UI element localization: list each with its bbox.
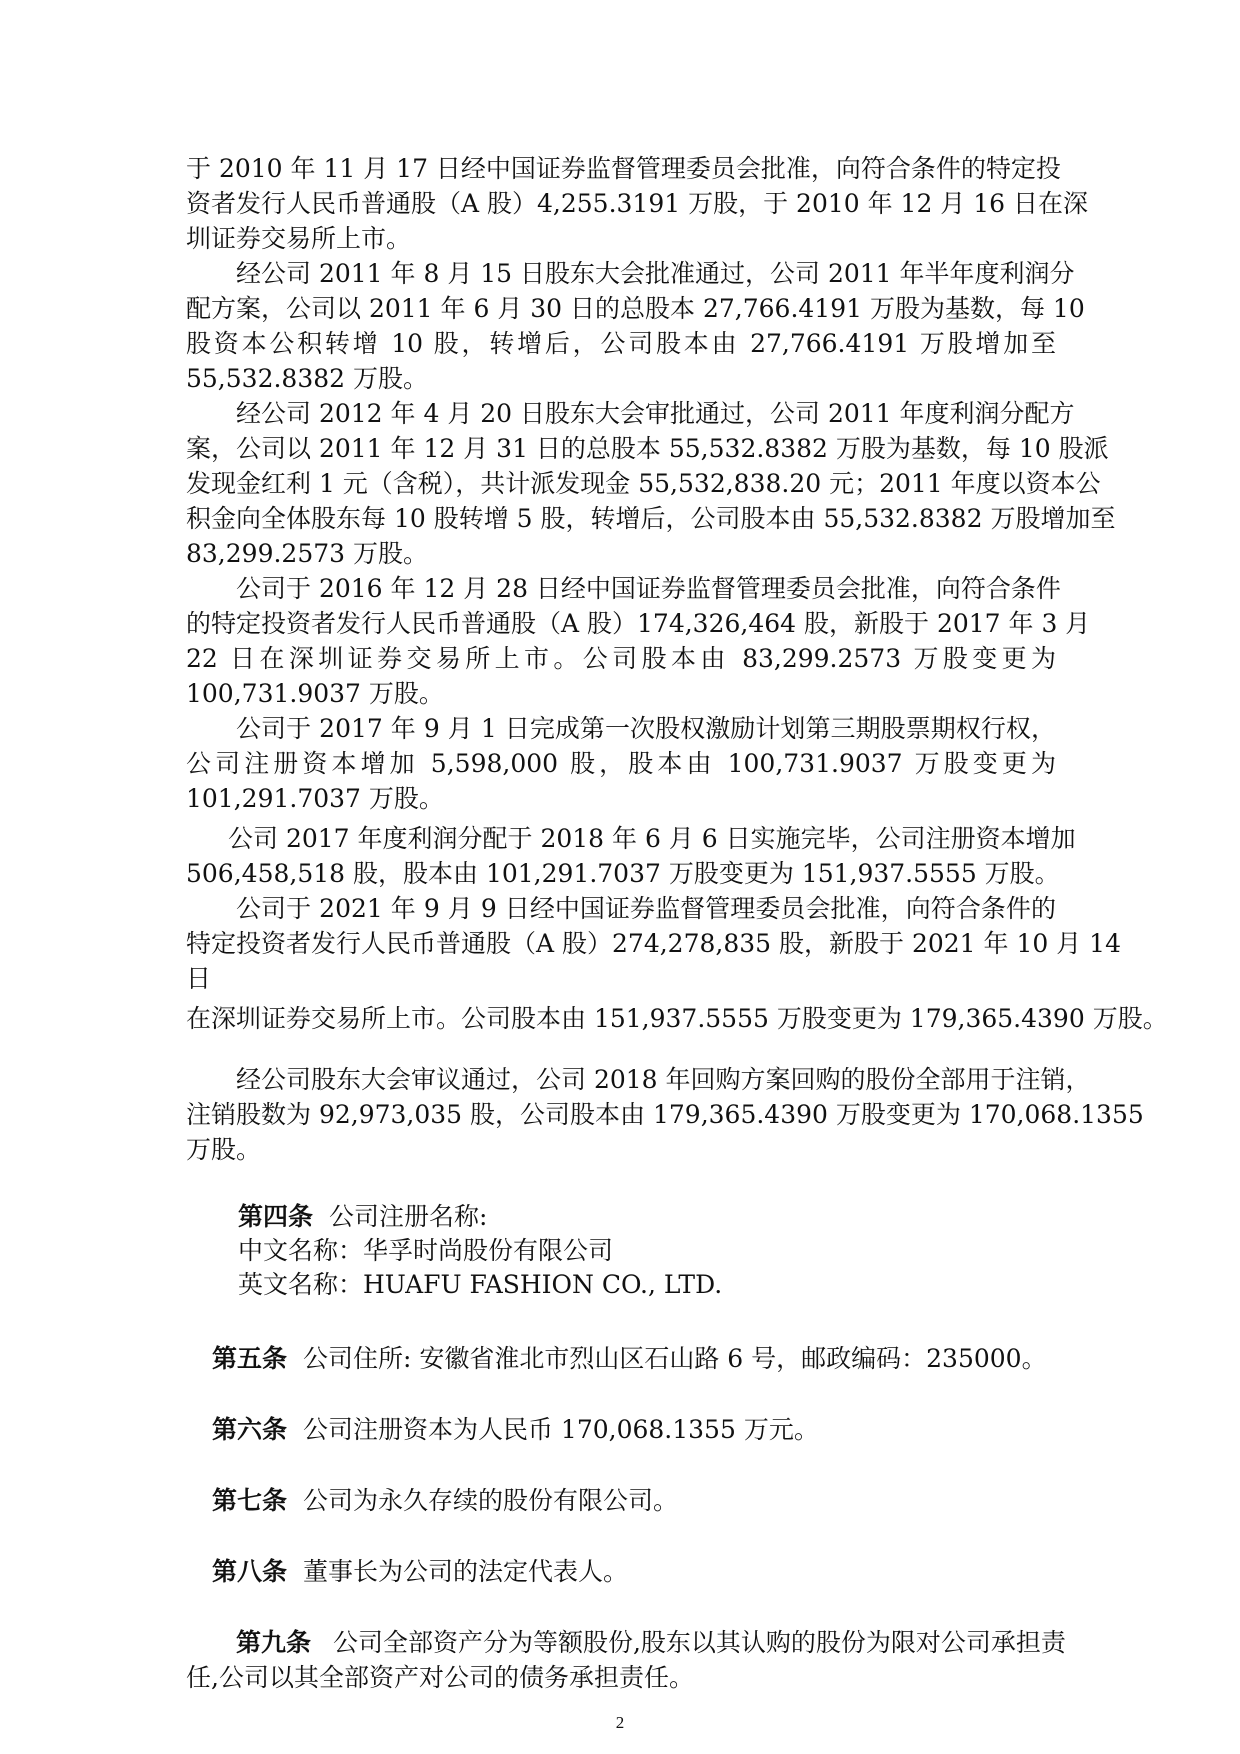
article-eight <box>212 1555 628 1589</box>
article-text: 公司注册资本为人民币 170,068.1355 万元。 <box>302 1415 819 1444</box>
paragraph-line: 发现金红利 1 元（含税），共计派发现金 55,532,838.20 元；2011 年度以资本公 <box>186 469 1101 498</box>
paragraph-line: 注销股数为 92,973,035 股，公司股本由 179,365.4390 万股变更为 170,068.1355 <box>186 1100 1144 1129</box>
article-number: 第四条 <box>238 1202 314 1231</box>
article-nine-first-line <box>236 1626 1066 1660</box>
chinese-name-line: 中文名称：华孚时尚股份有限公司 <box>238 1236 614 1265</box>
paragraph-line: 公司于 2017 年 9 月 1 日完成第一次股权激励计划第三期股票期权行权， <box>236 714 1056 743</box>
paragraph-line: 公司注册资本增加 5,598,000 股，股本由 100,731.9037 万股变更为 <box>186 749 1056 778</box>
paragraph-line: 万股。 <box>186 1135 262 1164</box>
paragraph-line: 在深圳证券交易所上市。公司股本由 151,937.5555 万股变更为 179,365.4390 万股。 <box>186 1004 1168 1033</box>
article-text: 公司注册名称: <box>328 1202 488 1231</box>
article-five <box>212 1342 1047 1376</box>
article-text: 董事长为公司的法定代表人。 <box>302 1557 628 1586</box>
paragraph-line: 55,532.8382 万股。 <box>186 364 428 393</box>
page-number: 2 <box>615 1713 625 1732</box>
article-four-heading <box>238 1200 487 1234</box>
paragraph-line: 股资本公积转增 10 股，转增后，公司股本由 27,766.4191 万股增加至 <box>186 329 1056 358</box>
article-text: 公司为永久存续的股份有限公司。 <box>302 1486 678 1515</box>
article-number: 第八条 <box>212 1557 288 1586</box>
paragraph-line: 积金向全体股东每 10 股转增 5 股，转增后，公司股本由 55,532.8382 万股增加至 <box>186 504 1116 533</box>
paragraph-line: 特定投资者发行人民币普通股（A 股）274,278,835 股，新股于 2021 年 10 月 14 <box>186 929 1121 958</box>
paragraph-line: 22 日在深圳证券交易所上市。公司股本由 83,299.2573 万股变更为 <box>186 644 1056 673</box>
paragraph-line: 配方案，公司以 2011 年 6 月 30 日的总股本 27,766.4191 万股为基数，每 10 <box>186 294 1085 323</box>
paragraph-line: 案，公司以 2011 年 12 月 31 日的总股本 55,532.8382 万股为基数，每 10 股派 <box>186 434 1109 463</box>
paragraph-line: 公司于 2021 年 9 月 9 日经中国证券监督管理委员会批准，向符合条件的 <box>236 894 1056 923</box>
paragraph-line: 经公司 2011 年 8 月 15 日股东大会批准通过，公司 2011 年半年度利润分 <box>236 259 1075 288</box>
paragraph-line: 圳证券交易所上市。 <box>186 224 412 253</box>
paragraph-line: 资者发行人民币普通股（A 股）4,255.3191 万股，于 2010 年 12 月 16 日在深 <box>186 189 1089 218</box>
article-number: 第七条 <box>212 1486 288 1515</box>
english-name-line: 英文名称：HUAFU FASHION CO., LTD. <box>238 1270 723 1299</box>
paragraph-line: 公司 2017 年度利润分配于 2018 年 6 月 6 日实施完毕，公司注册资本增加 <box>228 824 1076 853</box>
paragraph-line: 日 <box>186 964 212 993</box>
article-seven <box>212 1484 678 1518</box>
article-number: 第五条 <box>212 1344 288 1373</box>
paragraph-line: 506,458,518 股，股本由 101,291.7037 万股变更为 151,937.5555 万股。 <box>186 859 1060 888</box>
article-nine-second-line: 任,公司以其全部资产对公司的债务承担责任。 <box>186 1663 694 1692</box>
paragraph-line: 经公司 2012 年 4 月 20 日股东大会审批通过，公司 2011 年度利润分配方 <box>236 399 1075 428</box>
paragraph-line: 公司于 2016 年 12 月 28 日经中国证券监督管理委员会批准，向符合条件 <box>236 574 1061 603</box>
paragraph-line: 101,291.7037 万股。 <box>186 784 444 813</box>
paragraph-line: 100,731.9037 万股。 <box>186 679 444 708</box>
article-text: 公司住所: 安徽省淮北市烈山区石山路 6 号，邮政编码：235000。 <box>302 1344 1047 1373</box>
article-text: 公司全部资产分为等额股份,股东以其认购的股份为限对公司承担责 <box>332 1628 1066 1657</box>
paragraph-line: 83,299.2573 万股。 <box>186 539 428 568</box>
paragraph-line: 于 2010 年 11 月 17 日经中国证券监督管理委员会批准，向符合条件的特定投 <box>186 154 1061 183</box>
article-number: 第九条 <box>236 1628 312 1657</box>
paragraph-line: 的特定投资者发行人民币普通股（A 股）174,326,464 股，新股于 2017 年 3 月 <box>186 609 1091 638</box>
article-six <box>212 1413 819 1447</box>
article-number: 第六条 <box>212 1415 288 1444</box>
paragraph-line: 经公司股东大会审议通过，公司 2018 年回购方案回购的股份全部用于注销， <box>236 1065 1091 1094</box>
